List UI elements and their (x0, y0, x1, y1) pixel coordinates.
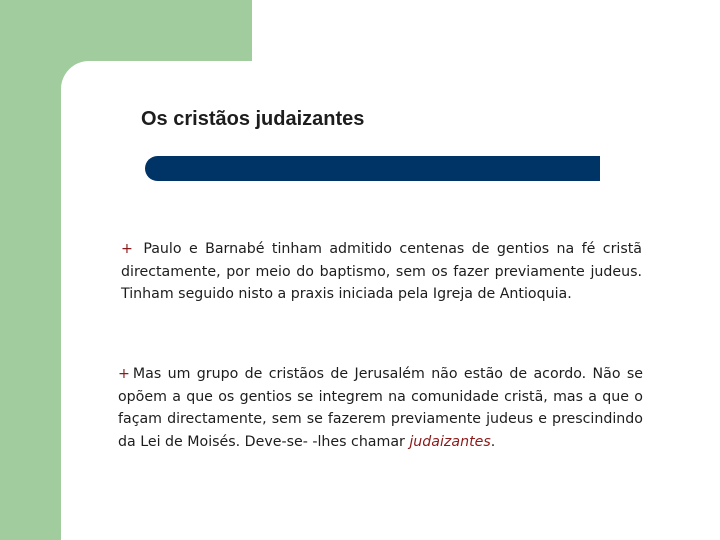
paragraph-text: Paulo e Barnabé tinham admitido centenas de gentios na fé cristã directamente, por meio do baptismo, sem os fazer previamente judeus. Tinham seguido nisto a praxis iniciada pela Igreja de Antioquia. (121, 241, 643, 303)
paragraph-end: . (490, 433, 496, 450)
paragraph-text: Mas um grupo de cristãos de Jerusalém não estão de acordo. Não se opõem a que os gentios se integrem na comunidade cristã, mas a que o façam directamente, sem se fazerem previamente judeus e prescindindo da Lei de Moisés. Deve-se- -lhes chamar (118, 366, 643, 450)
title-underline-bar (158, 156, 600, 181)
bullet-paragraph-1 (121, 238, 642, 306)
emphasized-term: judaizantes (409, 433, 491, 450)
slide-title: Os cristãos judaizantes (141, 108, 365, 130)
bullet-marker: + (118, 366, 130, 382)
decorative-green-sidebar (0, 0, 61, 540)
bullet-marker: + (121, 241, 133, 257)
bullet-paragraph-2 (118, 363, 643, 453)
